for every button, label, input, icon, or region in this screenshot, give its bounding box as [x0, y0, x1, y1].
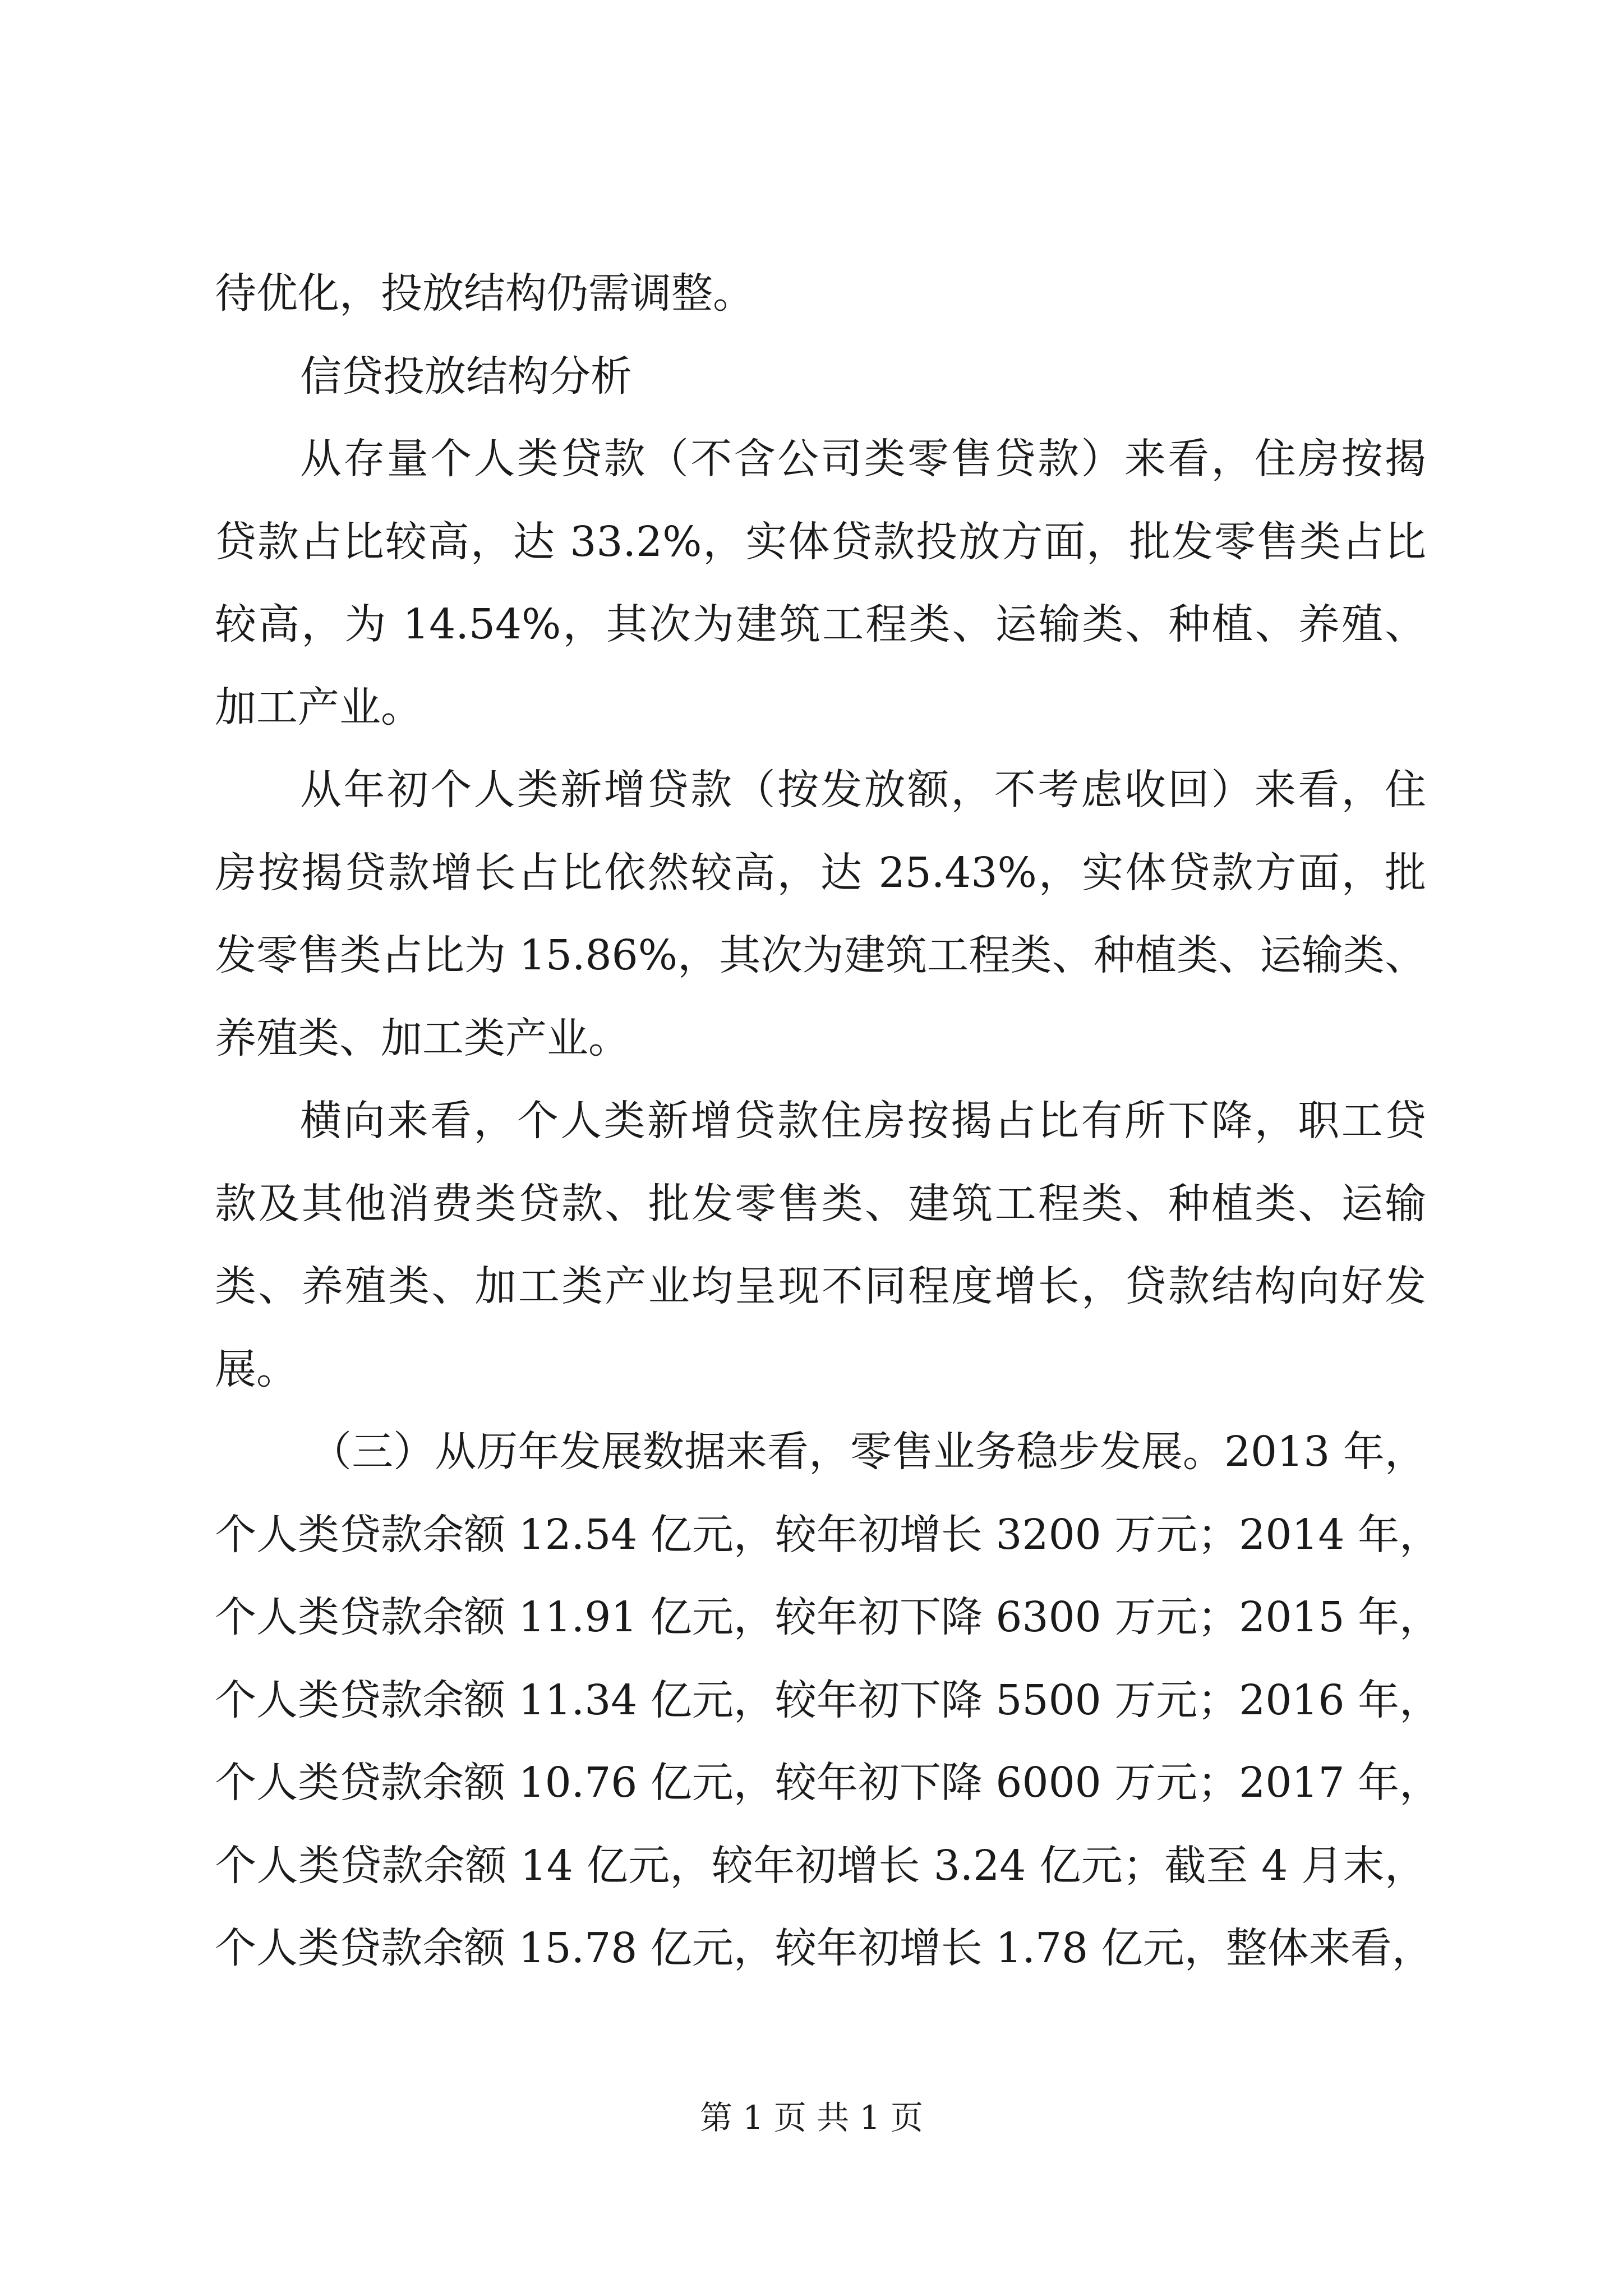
text-line: （三）从历年发展数据来看，零售业务稳步发展。2013 年，	[310, 1428, 1426, 1476]
text-line: 款及其他消费类贷款、批发零售类、建筑工程类、种植类、运输	[215, 1179, 1426, 1228]
text-line: 发零售类占比为 15.86%，其次为建筑工程类、种植类、运输类、	[215, 931, 1426, 979]
section-heading: 信贷投放结构分析	[300, 352, 632, 401]
document-body	[215, 252, 1441, 1990]
text-line: 个人类贷款余额 11.34 亿元，较年初下降 5500 万元；2016 年，	[215, 1676, 1441, 1724]
text-line: 个人类贷款余额 10.76 亿元，较年初下降 6000 万元；2017 年，	[215, 1759, 1441, 1807]
text-line: 房按揭贷款增长占比依然较高，达 25.43%，实体贷款方面，批	[215, 848, 1426, 897]
text-line: 养殖类、加工类产业。	[215, 1014, 630, 1062]
text-line: 个人类贷款余额 11.91 亿元，较年初下降 6300 万元；2015 年，	[215, 1593, 1441, 1641]
text-line: 从存量个人类贷款（不含公司类零售贷款）来看，住房按揭	[300, 435, 1426, 483]
text-line: 个人类贷款余额 15.78 亿元，较年初增长 1.78 亿元，整体来看，	[215, 1924, 1433, 1972]
text-line: 从年初个人类新增贷款（按发放额，不考虑收回）来看，住	[300, 766, 1426, 814]
text-line: 横向来看，个人类新增贷款住房按揭占比有所下降，职工贷	[300, 1097, 1426, 1145]
text-line: 待优化，投放结构仍需调整。	[215, 269, 754, 318]
text-line: 展。	[215, 1345, 298, 1393]
text-line: 个人类贷款余额 12.54 亿元，较年初增长 3200 万元；2014 年，	[215, 1510, 1441, 1559]
text-line: 个人类贷款余额 14 亿元，较年初增长 3.24 亿元；截至 4 月末，	[215, 1841, 1426, 1890]
text-line: 类、养殖类、加工类产业均呈现不同程度增长，贷款结构向好发	[215, 1262, 1426, 1310]
text-line: 贷款占比较高，达 33.2%，实体贷款投放方面，批发零售类占比	[215, 517, 1426, 566]
text-line: 加工产业。	[215, 683, 422, 731]
page-number-footer: 第 1 页 共 1 页	[700, 2099, 923, 2137]
text-line: 较高，为 14.54%，其次为建筑工程类、运输类、种植、养殖、	[215, 600, 1426, 648]
